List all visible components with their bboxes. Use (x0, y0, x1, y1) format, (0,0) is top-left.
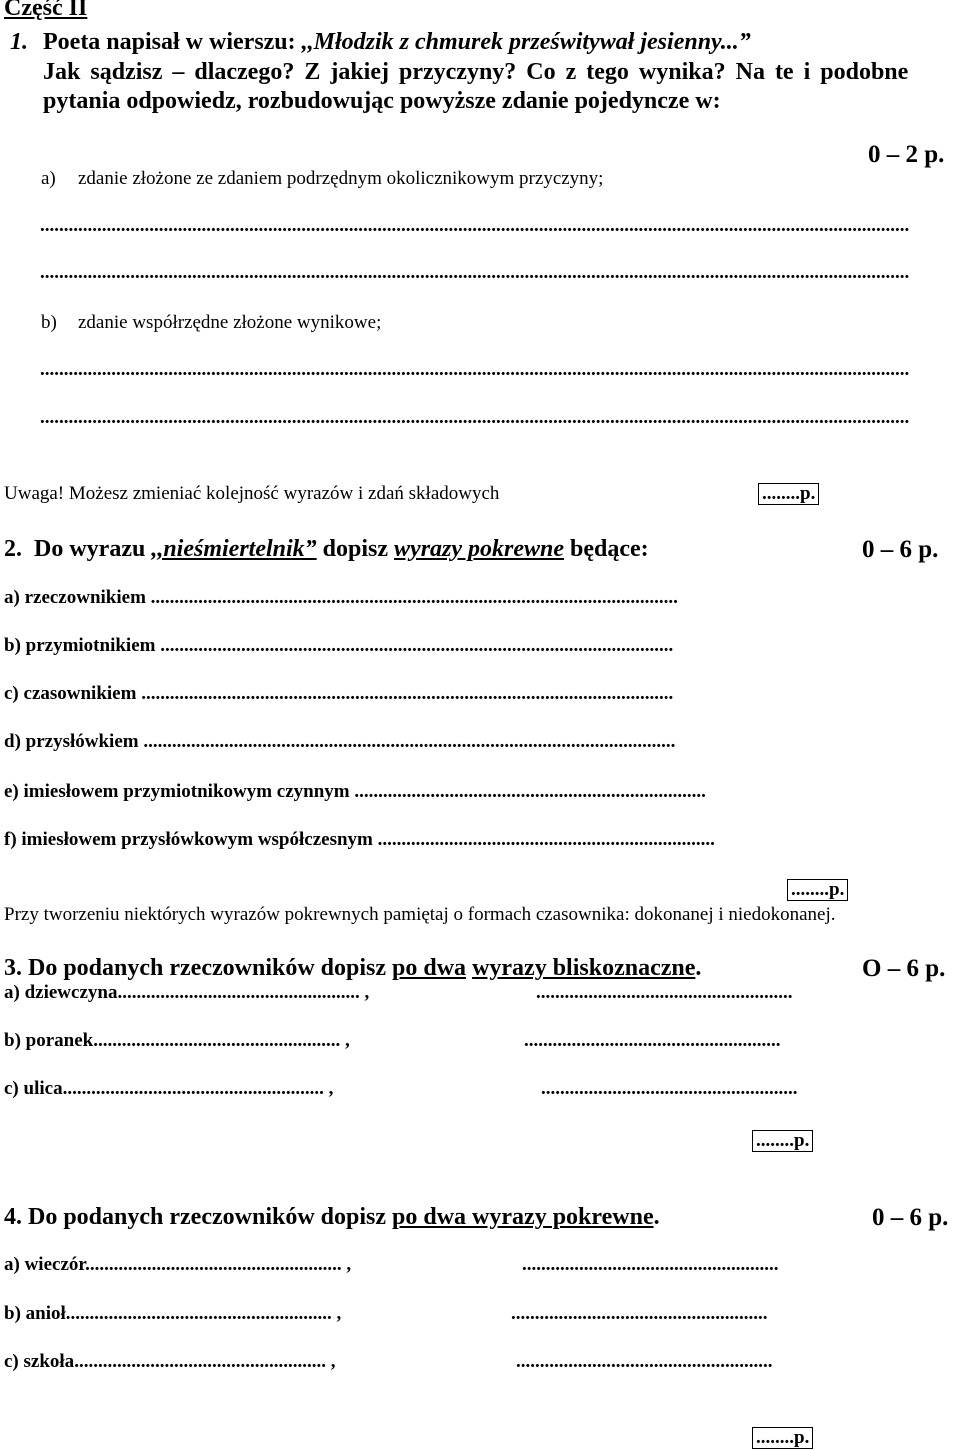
answer-line[interactable]: .......................................................................... (354, 781, 706, 802)
q4-item-label: c) szkoła (4, 1351, 75, 1372)
q1-score-box[interactable]: ........p. (758, 483, 819, 505)
answer-line[interactable]: ....................................................................................................................................................................................... (40, 408, 910, 427)
q2-item-d (4, 732, 675, 751)
answer-line[interactable]: ................................................................................................................ (141, 683, 674, 704)
q2-item-label: c) czasownikiem (4, 683, 137, 704)
q1-line3: pytania odpowiedz, rozbudowując powyższe zdanie pojedyncze w: (43, 88, 721, 114)
q1-a-label: a) (41, 168, 56, 189)
q4-post: . (653, 1204, 660, 1230)
q2-item-c (4, 684, 673, 703)
answer-line[interactable]: ...................................................... (524, 1030, 781, 1051)
q2-item-f (4, 830, 715, 849)
q3-post: . (695, 955, 702, 981)
q2-phrase: wyrazy pokrewne (394, 536, 565, 562)
q4-item-label: b) anioł (4, 1303, 66, 1324)
answer-line[interactable]: ....................................................................................................................................................................................... (40, 216, 910, 235)
q3-points: O – 6 p. (862, 955, 946, 982)
answer-line[interactable]: ...................................................... (522, 1254, 779, 1275)
q4-score-box[interactable]: ........p. (752, 1427, 813, 1449)
answer-line[interactable]: ................................................... , (117, 982, 370, 1003)
q2-points: 0 – 6 p. (862, 536, 939, 563)
answer-line[interactable]: ...................................................... , (85, 1254, 352, 1275)
q1-note: Uwaga! Możesz zmieniać kolejność wyrazów i zdań składowych (4, 483, 500, 504)
part-title: Część II (4, 0, 88, 21)
q3-item-b (4, 1031, 350, 1050)
q1-number: 1. (10, 29, 28, 55)
q2-heading (4, 537, 649, 561)
q3-item-label: a) dziewczyna (4, 982, 118, 1003)
q4-u1: po dwa wyrazy pokrewne (392, 1204, 654, 1230)
q2-item-label: e) imiesłowem przymiotnikowym czynnym (4, 781, 350, 802)
q3-u1: po dwa (392, 955, 467, 981)
q1-line1-text: Poeta napisał w wierszu: (43, 29, 302, 55)
q4-item-c (4, 1352, 335, 1371)
q4-points: 0 – 6 p. (872, 1204, 949, 1231)
q2-pre: Do wyrazu (34, 536, 152, 562)
q2-item-a (4, 588, 678, 607)
q3-score-box[interactable]: ........p. (752, 1130, 813, 1152)
answer-line[interactable]: ...................................................... (516, 1351, 773, 1372)
q2-item-label: a) rzeczownikiem (4, 587, 146, 608)
q3-item-label: c) ulica (4, 1078, 63, 1099)
q1-b-text: zdanie współrzędne złożone wynikowe; (78, 312, 382, 333)
q2-word: ,,nieśmiertelnik” (151, 536, 317, 562)
q4-heading (4, 1205, 660, 1229)
q4-number: 4. (4, 1204, 22, 1230)
q3-heading (4, 956, 701, 980)
q3-number: 3. (4, 955, 22, 981)
answer-line[interactable]: ....................................................... , (62, 1078, 334, 1099)
q1-b-label: b) (41, 312, 57, 333)
answer-line[interactable]: ................................................................................................................ (143, 731, 676, 752)
answer-line[interactable]: ....................................................................................................................................................................................... (40, 263, 910, 282)
q4-item-label: a) wieczór (4, 1254, 86, 1275)
q1-line2: Jak sądzisz – dlaczego? Z jakiej przyczyny? Co z tego wynika? Na te i podobne (43, 59, 909, 85)
q2-item-label: b) przymiotnikiem (4, 635, 156, 656)
answer-line[interactable]: ....................................................................................................................................................................................... (40, 360, 910, 379)
answer-line[interactable]: ...................................................... (536, 982, 793, 1003)
q1-points: 0 – 2 p. (868, 141, 945, 168)
answer-line[interactable]: ...................................................... (541, 1078, 798, 1099)
q2-mid: dopisz (316, 536, 395, 562)
q2-score-box[interactable]: ........p. (787, 879, 848, 901)
q1-line1 (43, 30, 751, 54)
answer-line[interactable]: ........................................................ , (65, 1303, 342, 1324)
q2-item-e (4, 782, 706, 801)
q4-item-b (4, 1304, 341, 1323)
q2-item-label: f) imiesłowem przysłówkowym współczesnym (4, 829, 373, 850)
q1-a-text: zdanie złożone ze zdaniem podrzędnym okolicznikowym przyczyny; (78, 168, 604, 189)
answer-line[interactable]: ............................................................................................................... (150, 587, 678, 608)
q2-item-b (4, 636, 673, 655)
q3-pre: Do podanych rzeczowników dopisz (28, 955, 393, 981)
q4-item-a (4, 1255, 351, 1274)
answer-line[interactable]: ............................................................................................................ (160, 635, 674, 656)
q2-item-label: d) przysłówkiem (4, 731, 139, 752)
answer-line[interactable]: ....................................................................... (377, 829, 715, 850)
q2-post: będące: (564, 536, 649, 562)
q3-item-c (4, 1079, 333, 1098)
q3-item-label: b) poranek (4, 1030, 94, 1051)
q3-u2: wyrazy bliskoznaczne (472, 955, 696, 981)
q2-note: Przy tworzeniu niektórych wyrazów pokrewnych pamiętaj o formach czasownika: dokonanej i niedokonanej. (4, 904, 836, 925)
answer-line[interactable]: .................................................... , (93, 1030, 350, 1051)
answer-line[interactable]: ...................................................... (511, 1303, 768, 1324)
q1-quote: ,,Młodzik z chmurek prześwitywał jesienny...” (301, 29, 751, 55)
q2-number: 2. (4, 536, 22, 562)
q3-item-a (4, 983, 369, 1002)
q4-pre: Do podanych rzeczowników dopisz (28, 1204, 393, 1230)
answer-line[interactable]: ..................................................... , (74, 1351, 336, 1372)
